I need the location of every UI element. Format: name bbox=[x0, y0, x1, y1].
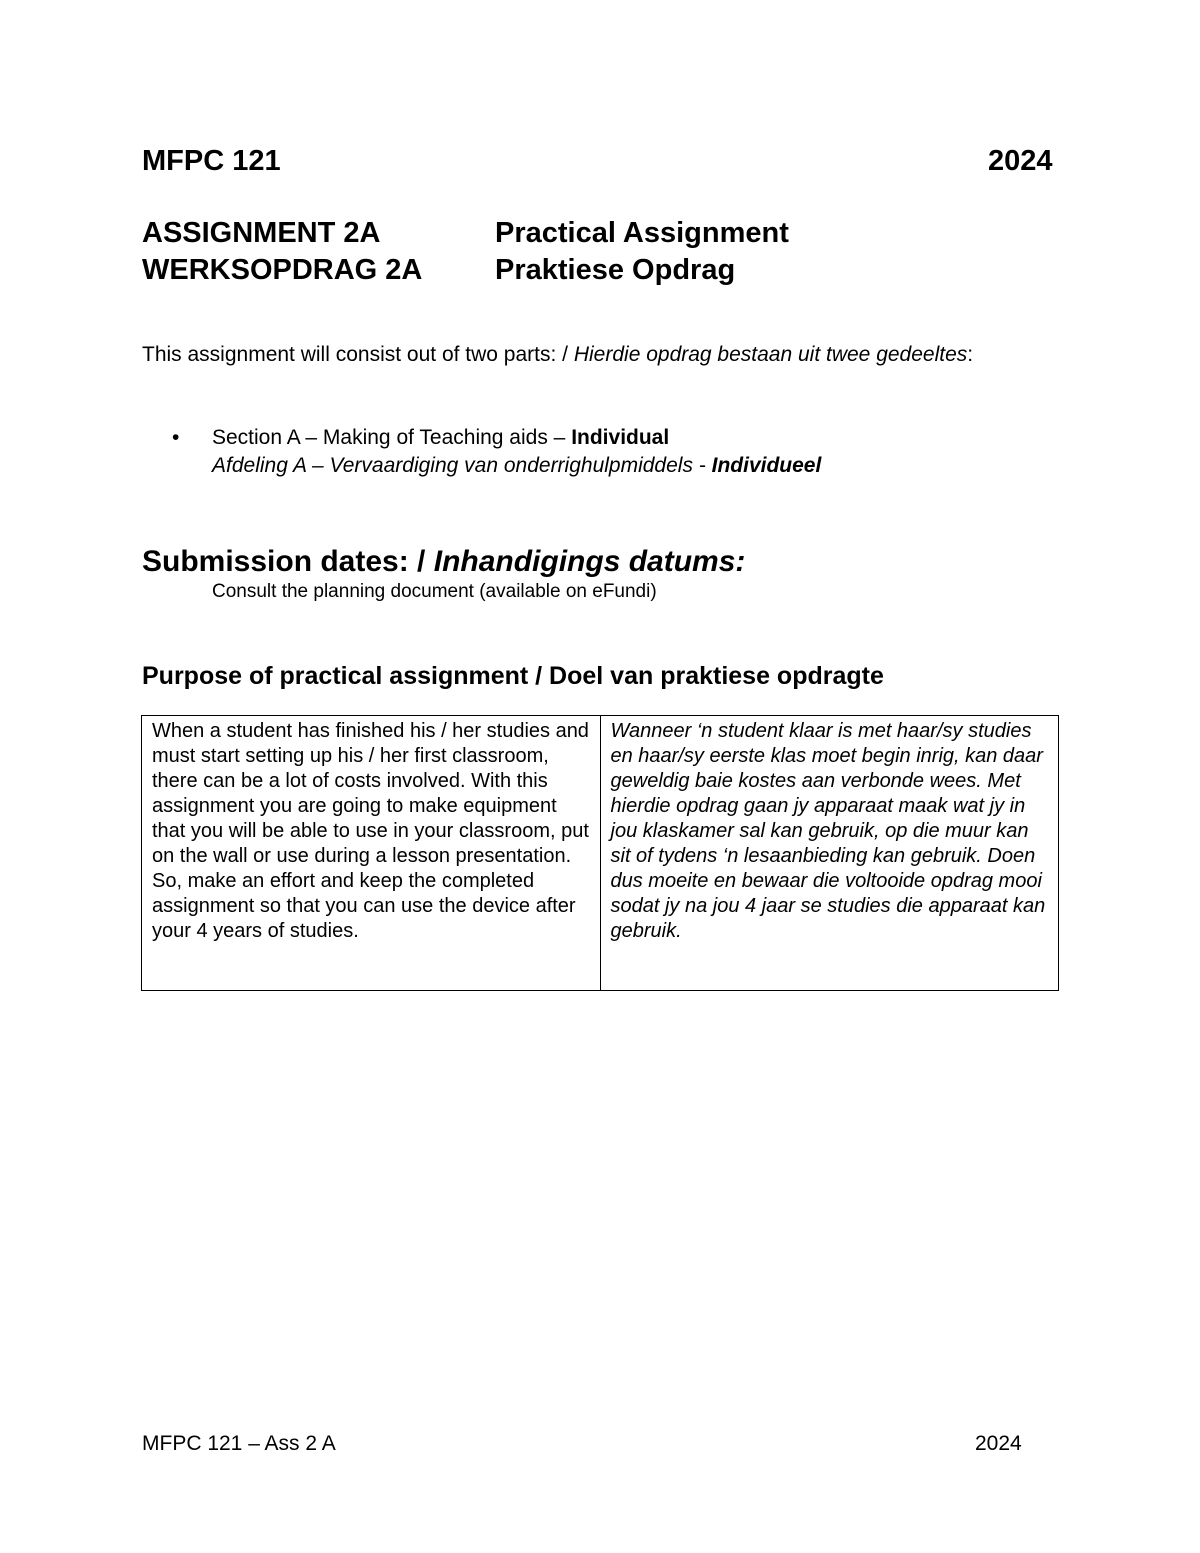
section-a-en-mode: Individual bbox=[571, 426, 670, 449]
submission-heading bbox=[142, 544, 745, 580]
assignment-title-af: WERKSOPDRAG 2A bbox=[142, 254, 423, 286]
submission-heading-en: Submission dates: / bbox=[142, 545, 434, 578]
intro-text-en: This assignment will consist out of two parts: / bbox=[142, 343, 574, 366]
purpose-table bbox=[141, 715, 1059, 991]
assignment-type-af: Praktiese Opdrag bbox=[495, 254, 736, 286]
section-a-en bbox=[212, 424, 669, 452]
assignment-type-en: Practical Assignment bbox=[495, 217, 789, 249]
purpose-text-af: Wanneer ‘n student klaar is met haar/sy studies en haar/sy eerste klas moet begin inrig, kan daar geweldig baie kostes aan verbonde wees. Met hierdie opdrag gaan jy apparaat maak wat jy in jou klaskamer sal kan gebruik, op die muur kan sit of tydens ‘n lesaanbieding kan gebruik. Doen dus moeite en bewaar die voltooide opdrag mooi sodat jy na jou 4 jaar se studies die apparaat kan gebruik. bbox=[600, 716, 1059, 991]
submission-heading-af: Inhandigings datums: bbox=[433, 545, 746, 578]
bullet-icon: • bbox=[172, 426, 180, 449]
intro-paragraph bbox=[142, 342, 1002, 367]
table-row bbox=[142, 716, 1059, 991]
section-a-af bbox=[212, 452, 821, 480]
assignment-title-en: ASSIGNMENT 2A bbox=[142, 217, 381, 249]
footer-course: MFPC 121 – Ass 2 A bbox=[142, 1432, 336, 1455]
intro-text-af: Hierdie opdrag bestaan uit twee gedeeltes bbox=[573, 343, 968, 366]
purpose-heading: Purpose of practical assignment / Doel van praktiese opdragte bbox=[142, 662, 884, 690]
course-code: MFPC 121 bbox=[142, 145, 281, 177]
submission-note: Consult the planning document (available on eFundi) bbox=[212, 581, 657, 602]
section-a-af-text: Afdeling A – Vervaardiging van onderrighulpmiddels - bbox=[212, 454, 712, 477]
header-year: 2024 bbox=[988, 145, 1053, 177]
section-a-af-mode: Individueel bbox=[711, 454, 822, 477]
purpose-text-en: When a student has finished his / her studies and must start setting up his / her first classroom, there can be a lot of costs involved. With this assignment you are going to make equipment that you will be able to use in your classroom, put on the wall or use during a lesson presentation. So, make an effort and keep the completed assignment so that you can use the device after your 4 years of studies. bbox=[142, 716, 601, 991]
section-a-en-text: Section A – Making of Teaching aids – bbox=[212, 426, 572, 449]
intro-colon: : bbox=[967, 343, 974, 366]
footer-year: 2024 bbox=[975, 1432, 1022, 1455]
